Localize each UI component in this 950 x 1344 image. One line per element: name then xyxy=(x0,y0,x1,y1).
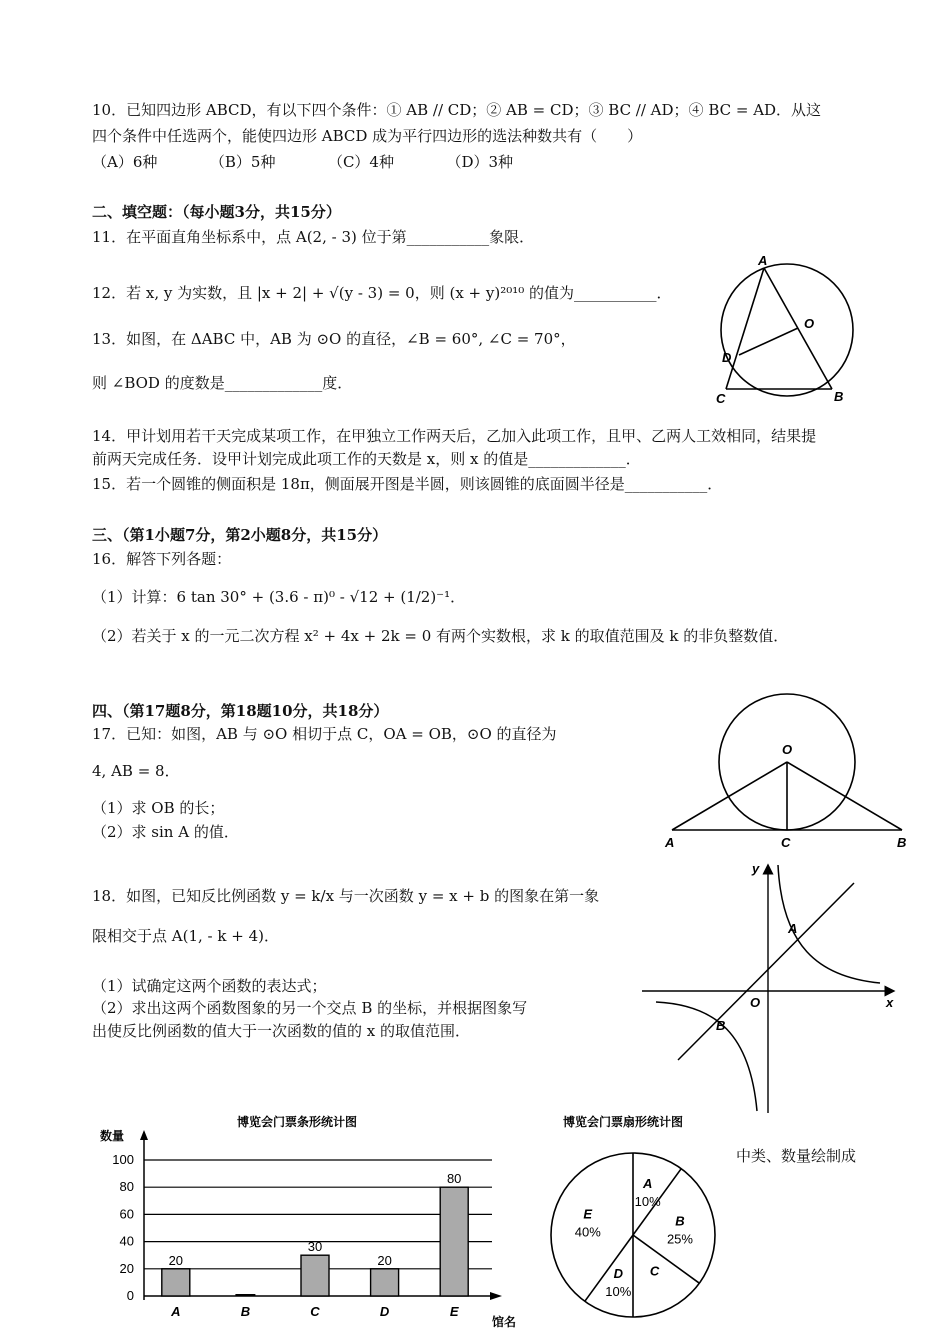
bar-chart-bar-A xyxy=(162,1269,190,1296)
q17-line2: 4, AB = 8． xyxy=(92,762,180,780)
section-2-heading: 二、填空题：（每小题3分，共15分） xyxy=(92,203,341,221)
bar-chart-x-tick: B xyxy=(240,1304,251,1319)
bar-chart-y-arrow xyxy=(140,1130,148,1140)
fig13-segment-od xyxy=(739,328,798,355)
bar-chart-bar-D xyxy=(371,1269,399,1296)
q18-part3: 出使反比例函数的值大于一次函数的值的 x 的取值范围． xyxy=(92,1022,470,1040)
fig13-label-a: A xyxy=(758,253,768,268)
bar-chart-title: 博览会门票条形统计图 xyxy=(237,1115,358,1129)
bar-chart-y-tick: 60 xyxy=(119,1206,134,1222)
bar-chart-bar-B xyxy=(235,1294,255,1296)
bar-chart-x-tick: C xyxy=(310,1304,320,1319)
q16-part2: （2）若关于 x 的一元二次方程 x² + 4x + 2k = 0 有两个实数根，求 k 的取值范围及 k 的非负整数值． xyxy=(92,627,789,645)
bar-chart-data-label: 20 xyxy=(168,1252,184,1268)
q13-line2: 则 ∠BOD 的度数是_____________度． xyxy=(92,374,353,392)
fig18-hyperbola-branch-2 xyxy=(656,1002,757,1111)
bar-chart-y-tick: 40 xyxy=(119,1233,134,1249)
fig13-label-d: D xyxy=(722,350,732,365)
pie-chart-slice-label-B: B xyxy=(675,1213,685,1229)
bar-chart-x-label: 馆名 xyxy=(492,1315,517,1329)
figure-q13 xyxy=(716,253,844,406)
fig13-label-o: O xyxy=(804,316,815,331)
pie-chart-slice-percent: 10% xyxy=(634,1193,661,1209)
fig18-label-b: B xyxy=(716,1018,726,1033)
q10-options: （A）6种 （B）5种 （C）4种 （D）3种 xyxy=(92,153,514,171)
q18-line1: 18．如图，已知反比例函数 y = k/x 与一次函数 y = x + b 的图象在第一象 xyxy=(92,887,600,905)
bar-chart-y-tick: 100 xyxy=(112,1152,134,1167)
q11: 11．在平面直角坐标系中，点 A(2, - 3) 位于第___________象限． xyxy=(92,228,535,246)
fig13-circle xyxy=(721,264,853,396)
section-3-heading: 三、（第1小题7分，第2小题8分，共15分） xyxy=(92,526,388,544)
q13-line1: 13．如图，在 ΔABC 中，AB 为 ⊙O 的直径，∠B = 60°, ∠C = 70°， xyxy=(92,330,576,348)
fig18-label-x: x xyxy=(886,995,894,1010)
pie-chart-slice-label-C: C xyxy=(649,1263,660,1279)
q10-line2: 四个条件中任选两个，能使四边形 ABCD 成为平行四边形的选法种数共有（ ） xyxy=(92,127,643,145)
fig17-label-b: B xyxy=(897,835,907,850)
q14-line1: 14．甲计划用若干天完成某项工作，在甲独立工作两天后，乙加入此项工作，且甲、乙两人工效相同，结果提 xyxy=(92,427,817,445)
q17-part1: （1）求 OB 的长； xyxy=(92,799,225,817)
q10-line1: 10．已知四边形 ABCD，有以下四个条件：① AB // CD；② AB = CD；③ BC // AD；④ BC = AD．从这 xyxy=(92,101,822,119)
pie-chart-slice-percent: 10% xyxy=(605,1284,632,1300)
pie-chart-slice-percent: 25% xyxy=(666,1231,693,1247)
q14-line2: 前两天完成任务．设甲计划完成此项工作的天数是 x，则 x 的值是_____________． xyxy=(92,450,641,468)
bar-chart xyxy=(92,1110,542,1340)
figure-q18 xyxy=(642,855,902,1115)
figure-q17 xyxy=(662,690,912,850)
bar-chart-y-tick: 0 xyxy=(126,1288,134,1303)
pie-chart-slice-label-A: A xyxy=(643,1175,653,1191)
bar-chart-bar-C xyxy=(301,1255,329,1296)
bar-chart-x-arrow xyxy=(490,1292,502,1300)
q17-line1: 17．已知：如图，AB 与 ⊙O 相切于点 C，OA = OB，⊙O 的直径为 xyxy=(92,725,557,743)
bar-chart-x-tick: E xyxy=(449,1304,459,1319)
fig18-label-y: y xyxy=(752,861,760,876)
fig17-label-c: C xyxy=(781,835,791,850)
bar-chart-bar-E xyxy=(440,1187,468,1296)
fig17-segment-ob xyxy=(787,762,902,830)
q12: 12．若 x, y 为实数，且 |x + 2| + √(y - 3) = 0，则 (x + y)²⁰¹⁰ 的值为___________． xyxy=(92,284,672,302)
bar-chart-x-tick: A xyxy=(171,1304,181,1319)
bar-chart-data-label: 80 xyxy=(446,1171,462,1187)
q16: 16．解答下列各题： xyxy=(92,550,232,568)
fig17-segment-oa xyxy=(672,762,787,830)
bar-chart-data-label: 30 xyxy=(307,1239,323,1255)
fig13-label-b: B xyxy=(834,389,844,404)
q17-part2: （2）求 sin A 的值． xyxy=(92,823,239,841)
bar-chart-y-label: 数量 xyxy=(100,1129,125,1143)
q16-part1: （1）计算：6 tan 30° + (3.6 - π)⁰ - √12 + (1/2)⁻¹． xyxy=(92,588,466,606)
q18-part1: （1）试确定这两个函数的表达式； xyxy=(92,977,327,995)
q19-fragment: 中类、数量绘制成 xyxy=(736,1147,857,1165)
bar-chart-y-tick: 20 xyxy=(119,1260,134,1276)
pie-chart-title: 博览会门票扇形统计图 xyxy=(563,1115,684,1129)
section-4-heading: 四、（第17题8分，第18题10分，共18分） xyxy=(92,702,389,720)
q18-part2: （2）求出这两个函数图象的另一个交点 B 的坐标，并根据图象写 xyxy=(92,999,528,1017)
bar-chart-y-tick: 80 xyxy=(119,1179,134,1195)
pie-chart-slice-label-D: D xyxy=(613,1266,623,1282)
pie-chart xyxy=(545,1110,745,1340)
fig18-line-graph xyxy=(678,883,854,1060)
fig13-label-c: C xyxy=(716,391,726,406)
fig13-side-ac xyxy=(726,268,764,389)
fig18-label-o: O xyxy=(750,995,761,1010)
fig18-label-a: A xyxy=(788,921,798,936)
fig17-label-a: A xyxy=(665,835,675,850)
q18-line2: 限相交于点 A(1, - k + 4)． xyxy=(92,927,279,945)
bar-chart-data-label: 20 xyxy=(377,1252,392,1268)
fig17-label-o: O xyxy=(782,742,793,757)
q15: 15．若一个圆锥的侧面积是 18π，侧面展开图是半圆，则该圆锥的底面圆半径是___________． xyxy=(92,475,723,493)
bar-chart-x-tick: D xyxy=(379,1304,390,1319)
pie-chart-slice-percent: 40% xyxy=(574,1224,601,1240)
pie-chart-slice-label-E: E xyxy=(583,1206,593,1222)
